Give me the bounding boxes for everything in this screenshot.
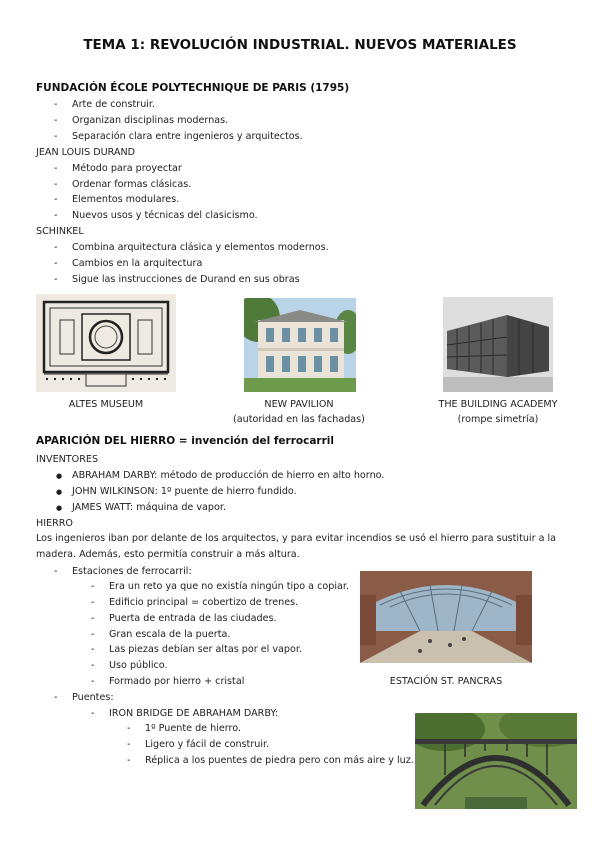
list-item: - Organizan disciplinas modernas. [72, 114, 228, 127]
list-item: - Cambios en la arquitectura [72, 257, 202, 270]
caption-building-academy: THE BUILDING ACADEMY [438, 399, 558, 410]
iron-bridge-photo [415, 713, 577, 809]
list-item: - Sigue las instrucciones de Durand en sus obras [72, 273, 300, 286]
caption-new-pavilion-note: (autoridad en las fachadas) [233, 414, 365, 425]
list-item: ● ABRAHAM DARBY: método de producción de hierro en alto horno. [72, 469, 384, 482]
subheading-hierro: HIERRO [36, 518, 73, 529]
section-heading-polytechnique: FUNDACIÓN ÉCOLE POLYTECHNIQUE DE PARIS (1795) [36, 82, 350, 94]
list-item: - Nuevos usos y técnicas del clasicismo. [72, 209, 258, 222]
caption-st-pancras: ESTACIÓN ST. PANCRAS [389, 676, 503, 687]
list-item: - Era un reto ya que no existía ningún tipo a copiar. [109, 580, 349, 593]
list-item-puentes: - Puentes: [72, 691, 114, 704]
st-pancras-photo [360, 571, 532, 663]
caption-altes-museum: ALTES MUSEUM [68, 399, 144, 410]
list-item: - Gran escala de la puerta. [109, 628, 230, 641]
page-title: TEMA 1: REVOLUCIÓN INDUSTRIAL. NUEVOS MATERIALES [83, 37, 517, 53]
list-item: - Método para proyectar [72, 162, 182, 175]
building-academy-photo [443, 297, 553, 392]
list-item: - Formado por hierro + cristal [109, 675, 244, 688]
caption-new-pavilion: NEW PAVILION [264, 399, 334, 410]
list-item: - Las piezas debían ser altas por el vapor. [109, 643, 302, 656]
list-item: - Elementos modulares. [72, 193, 179, 206]
list-item: - 1º Puente de hierro. [145, 722, 241, 735]
list-item: - Ligero y fácil de construir. [145, 738, 269, 751]
list-item: ● JAMES WATT: máquina de vapor. [72, 501, 226, 514]
list-item: - Separación clara entre ingenieros y arquitectos. [72, 130, 303, 143]
list-item: - Puerta de entrada de las ciudades. [109, 612, 277, 625]
paragraph-hierro: Los ingenieros iban por delante de los arquitectos, y para evitar incendios se usó el hierro para sustituir a la madera. Además, esto permitía construir a más altura. [36, 533, 557, 560]
subheading-inventores: INVENTORES [36, 454, 99, 465]
subheading-schinkel: SCHINKEL [36, 226, 84, 237]
caption-building-academy-note: (rompe simetría) [457, 414, 539, 425]
new-pavilion-photo [244, 298, 356, 392]
list-item-iron-bridge: - IRON BRIDGE DE ABRAHAM DARBY: [109, 707, 278, 720]
list-item: - Arte de construir. [72, 98, 155, 111]
list-item-estaciones: - Estaciones de ferrocarril: [72, 565, 192, 578]
list-item: - Combina arquitectura clásica y elementos modernos. [72, 241, 329, 254]
list-item: - Ordenar formas clásicas. [72, 178, 191, 191]
list-item: - Réplica a los puentes de piedra pero con más aire y luz. [145, 754, 414, 767]
list-item: - Edificio principal = cobertizo de trenes. [109, 596, 298, 609]
list-item: ● JOHN WILKINSON: 1º puente de hierro fundido. [72, 485, 297, 498]
section-heading-hierro: APARICIÓN DEL HIERRO = invención del ferrocarril [36, 435, 334, 447]
altes-museum-plan-image [36, 294, 176, 392]
list-item: - Uso público. [109, 659, 168, 672]
subheading-durand: JEAN LOUIS DURAND [36, 147, 136, 158]
